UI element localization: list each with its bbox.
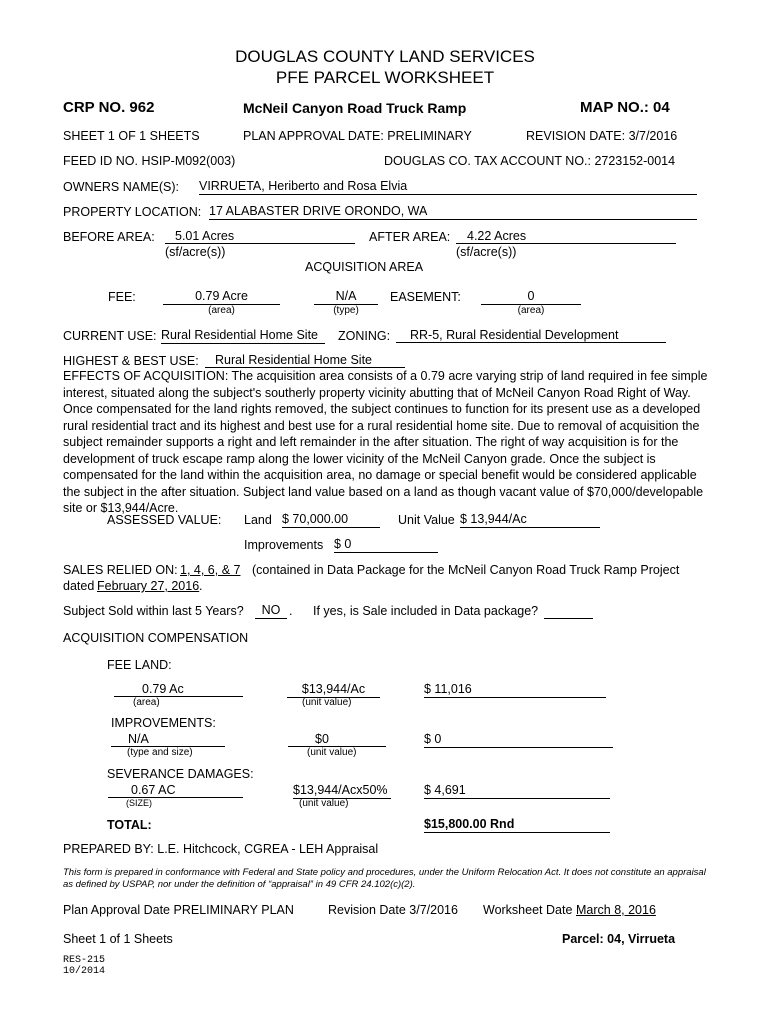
improvements-value: $ 0 (334, 537, 438, 553)
revision-date: REVISION DATE: 3/7/2016 (526, 129, 678, 143)
easement-sub: (area) (517, 305, 545, 316)
owners-label: OWNERS NAME(S): (63, 180, 179, 194)
after-area-value: 4.22 Acres (456, 229, 676, 244)
fee-land-area: 0.79 Ac (114, 682, 243, 697)
unit-value-label: Unit Value (398, 513, 455, 527)
project-name: McNeil Canyon Road Truck Ramp (243, 100, 467, 116)
severance-damages-title: SEVERANCE DAMAGES: (107, 767, 254, 781)
form-date: 10/2014 (63, 966, 106, 977)
worksheet-date-value: March 8, 2016 (576, 903, 656, 917)
sales-date: February 27, 2016 (97, 579, 200, 593)
parcel-label: Parcel: 04, Virrueta (562, 932, 676, 946)
before-area-value: 5.01 Acres (165, 229, 355, 244)
form-number: RES-215 (63, 955, 106, 966)
location-label: PROPERTY LOCATION: (63, 205, 202, 219)
plan-approval-date: PLAN APPROVAL DATE: PRELIMINARY (243, 129, 472, 143)
map-number: MAP NO.: 04 (580, 99, 670, 116)
easement-label: EASEMENT: (390, 290, 461, 304)
fee-land-area-sub: (area) (133, 697, 160, 708)
sales-relied-value: 1, 4, 6, & 7 (180, 563, 241, 577)
before-area-label: BEFORE AREA: (63, 230, 155, 244)
fee-land-unit: $13,944/Ac (287, 682, 380, 698)
document-title: DOUGLAS COUNTY LAND SERVICES (235, 47, 535, 66)
subject-sold-label: Subject Sold within last 5 Years? (63, 604, 244, 618)
sheet-count: SHEET 1 OF 1 SHEETS (63, 129, 200, 143)
total-value: $15,800.00 Rnd (424, 817, 610, 833)
assessed-value-label: ASSESSED VALUE: (107, 513, 222, 527)
worksheet-date-label: Worksheet Date (483, 903, 573, 917)
land-label: Land (244, 513, 272, 527)
severance-total: $ 4,691 (424, 783, 610, 799)
improvements-title: IMPROVEMENTS: (111, 716, 216, 730)
tax-account: DOUGLAS CO. TAX ACCOUNT NO.: 2723152-0014 (384, 154, 676, 168)
acquisition-compensation-title: ACQUISITION COMPENSATION (63, 631, 249, 645)
unit-value: $ 13,944/Ac (460, 512, 600, 528)
sales-dated-label: dated (63, 579, 95, 593)
improvements-type: N/A (111, 732, 225, 747)
disclaimer: This form is prepared in conformance with Federal and State policy and procedures, under the Uniform Relocation Act. It does not constitute an appraisal as defined by USPAP, nor under the definition of “appraisal” in 49 CFR 24.102(c)(2). (63, 867, 706, 890)
hbu-label: HIGHEST & BEST USE: (63, 354, 199, 368)
feed-id: FEED ID NO. HSIP-M092(003) (63, 154, 236, 168)
location-value: 17 ALABASTER DRIVE ORONDO, WA (209, 204, 697, 220)
fee-type-sub: (type) (333, 305, 359, 316)
fee-area-sub: (area) (208, 305, 235, 316)
current-use-value: Rural Residential Home Site (161, 328, 325, 344)
fee-type-value: N/A (314, 289, 378, 305)
footer-revision-date: Revision Date 3/7/2016 (328, 903, 458, 917)
severance-size-sub: (SIZE) (126, 798, 152, 808)
improvements-unit: $0 (288, 732, 386, 747)
improvements-unit-sub: (unit value) (307, 747, 357, 758)
after-area-unit: (sf/acre(s)) (456, 245, 517, 259)
total-label: TOTAL: (107, 818, 152, 832)
severance-unit-sub: (unit value) (299, 798, 349, 809)
current-use-label: CURRENT USE: (63, 329, 157, 343)
after-area-label: AFTER AREA: (369, 230, 451, 244)
crp-number: CRP NO. 962 (63, 99, 155, 116)
before-area-unit: (sf/acre(s)) (165, 245, 226, 259)
improvements-type-sub: (type and size) (127, 747, 193, 758)
effects-of-acquisition: EFFECTS OF ACQUISITION: The acquisition area consists of a 0.79 acre varying strip of land required in fee simple interest, situated along the subject's southerly property vicinity abutting that of McNeil Canyon Road Right of Way. Once compensated for the land rights removed, the subject continues to function for its present use as a developed rural residential tract and its highest and best use for a rural residential home site. Due to removal of acquisition the subject remainder supports a right and left remainder in the after situation. The right of way acquisition is for the development of truck escape ramp along the lower vicinity of the McNeil Canyon grade. Once the subject is compensated for the land within the acquisition area, no damage or special benefit would be considered applicable the subject in the after situation. Subject land value based on a land as though vacant value of $70,000/developable site or $13,944/Acre. (63, 369, 708, 515)
fee-land-unit-sub: (unit value) (302, 697, 352, 708)
improvements-total: $ 0 (424, 732, 613, 748)
prepared-by: PREPARED BY: L.E. Hitchcock, CGREA - LEH Appraisal (63, 842, 379, 856)
sale-included-value (544, 603, 593, 619)
improvements-label: Improvements (244, 538, 324, 552)
land-value: $ 70,000.00 (282, 512, 380, 528)
easement-value: 0 (481, 289, 581, 305)
zoning-label: ZONING: (338, 329, 391, 343)
footer-plan-approval: Plan Approval Date PRELIMINARY PLAN (63, 903, 294, 917)
owners-value: VIRRUETA, Heriberto and Rosa Elvia (199, 179, 697, 195)
fee-land-total: $ 11,016 (424, 682, 606, 698)
acquisition-area-label: ACQUISITION AREA (305, 260, 424, 274)
severance-size: 0.67 AC (108, 783, 243, 798)
sales-relied-note: (contained in Data Package for the McNeil Canyon Road Truck Ramp Project (252, 563, 680, 577)
severance-unit: $13,944/Acx50% (293, 783, 391, 799)
document-subtitle: PFE PARCEL WORKSHEET (275, 68, 495, 87)
hbu-value: Rural Residential Home Site (205, 353, 405, 368)
fee-label: FEE: (108, 290, 136, 304)
zoning-value: RR-5, Rural Residential Development (396, 328, 666, 343)
footer-sheet-count: Sheet 1 of 1 Sheets (63, 932, 173, 946)
sales-relied-label: SALES RELIED ON: (63, 563, 178, 577)
fee-land-label: FEE LAND: (107, 658, 172, 672)
sale-included-label: If yes, is Sale included in Data package? (313, 604, 539, 618)
fee-area-value: 0.79 Acre (163, 289, 280, 305)
subject-sold-value: NO (255, 603, 287, 619)
